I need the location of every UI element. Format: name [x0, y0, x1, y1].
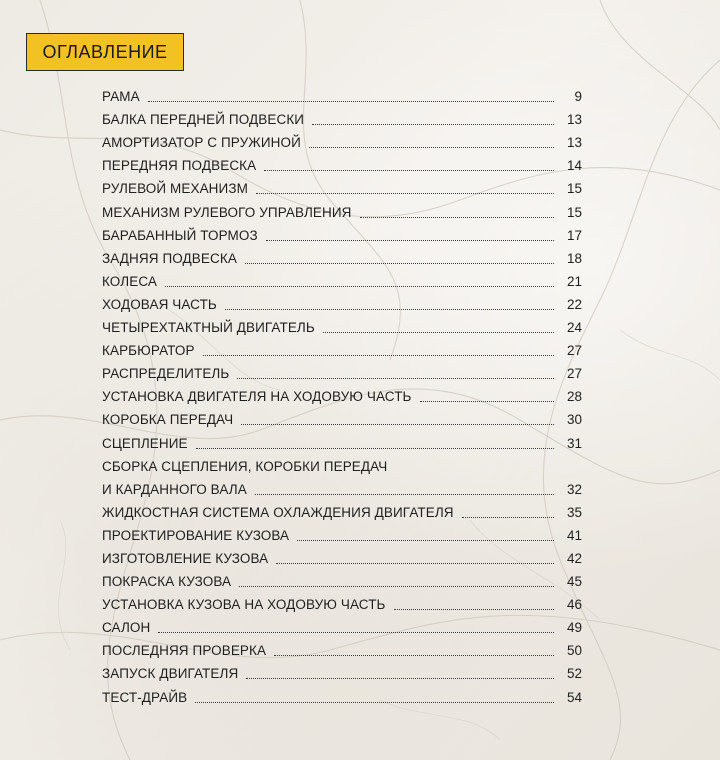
dot-leader [239, 586, 554, 587]
toc-entry-title: КОРОБКА ПЕРЕДАЧ [102, 412, 234, 428]
toc-entry[interactable] [102, 521, 582, 544]
toc-entry[interactable] [102, 313, 582, 336]
toc-entry[interactable] [102, 498, 582, 521]
toc-entry[interactable] [102, 613, 582, 636]
toc-entry-title: СЦЕПЛЕНИЕ [102, 435, 188, 451]
dot-leader [297, 540, 554, 541]
toc-entry-title: ПРОЕКТИРОВАНИЕ КУЗОВА [102, 527, 290, 543]
toc-entry[interactable] [102, 105, 582, 128]
toc-entry-page: 15 [566, 181, 582, 197]
toc-entry-title: РАСПРЕДЕЛИТЕЛЬ [102, 366, 230, 382]
dot-leader [394, 609, 554, 610]
toc-entry-title: АМОРТИЗАТОР С ПРУЖИНОЙ [102, 135, 301, 151]
dot-leader [264, 170, 554, 171]
dot-leader [312, 124, 554, 125]
toc-entry-page: 52 [566, 666, 582, 682]
toc-entry[interactable] [102, 659, 582, 682]
toc-entry-page: 46 [566, 597, 582, 613]
toc-entry[interactable] [102, 359, 582, 382]
dot-leader [237, 378, 554, 379]
toc-entry[interactable] [102, 452, 582, 498]
toc-entry-title: РУЛЕВОЙ МЕХАНИЗМ [102, 181, 248, 197]
toc-entry[interactable] [102, 82, 582, 105]
toc-entry[interactable] [102, 174, 582, 197]
toc-entry-page: 28 [566, 389, 582, 405]
toc-entry-page: 42 [566, 550, 582, 566]
toc-entry-title: ЗАПУСК ДВИГАТЕЛЯ [102, 666, 239, 682]
toc-entry-title: ПОСЛЕДНЯЯ ПРОВЕРКА [102, 643, 267, 659]
toc-entry-title: УСТАНОВКА КУЗОВА НА ХОДОВУЮ ЧАСТЬ [102, 597, 386, 613]
toc-entry-page: 27 [566, 343, 582, 359]
toc-entry-page: 27 [566, 366, 582, 382]
toc-entry-page: 17 [566, 227, 582, 243]
dot-leader [323, 332, 554, 333]
toc-entry[interactable] [102, 128, 582, 151]
dot-leader [245, 263, 554, 264]
toc-entry-title: СБОРКА СЦЕПЛЕНИЯ, КОРОБКИ ПЕРЕДАЧ [102, 458, 388, 474]
toc-entry[interactable] [102, 636, 582, 659]
toc-entry-title-continuation: И КАРДАННОГО ВАЛА [102, 481, 247, 497]
toc-entry[interactable] [102, 336, 582, 359]
dot-leader [462, 517, 554, 518]
toc-entry[interactable] [102, 544, 582, 567]
dot-leader [195, 702, 554, 703]
toc-entry-page: 14 [566, 158, 582, 174]
section-title-badge [26, 33, 184, 71]
toc-entry[interactable] [102, 267, 582, 290]
toc-entry-page: 31 [566, 435, 582, 451]
toc-entry-title: УСТАНОВКА ДВИГАТЕЛЯ НА ХОДОВУЮ ЧАСТЬ [102, 389, 412, 405]
toc-entry[interactable] [102, 590, 582, 613]
toc-entry-page: 15 [566, 204, 582, 220]
toc-entry-page: 21 [566, 273, 582, 289]
dot-leader [255, 494, 554, 495]
toc-entry-page: 54 [566, 689, 582, 705]
toc-entry-title: САЛОН [102, 620, 151, 636]
toc-entry-page: 13 [566, 135, 582, 151]
toc-entry-title: КАРБЮРАТОР [102, 343, 195, 359]
toc-entry-title: МЕХАНИЗМ РУЛЕВОГО УПРАВЛЕНИЯ [102, 204, 352, 220]
toc-entry[interactable] [102, 290, 582, 313]
toc-entry[interactable] [102, 382, 582, 405]
toc-entry[interactable] [102, 405, 582, 428]
toc-entry-page: 45 [566, 574, 582, 590]
toc-entry-title: БАЛКА ПЕРЕДНЕЙ ПОДВЕСКИ [102, 112, 305, 128]
toc-entry-page: 35 [566, 504, 582, 520]
toc-entry-title: ИЗГОТОВЛЕНИЕ КУЗОВА [102, 550, 269, 566]
toc-entry-title: РАМА [102, 89, 140, 105]
dot-leader [420, 401, 554, 402]
toc-entry-page: 24 [566, 320, 582, 336]
dot-leader [148, 101, 554, 102]
toc-entry-title: ПЕРЕДНЯЯ ПОДВЕСКА [102, 158, 257, 174]
toc-entry-page: 32 [566, 481, 582, 497]
dot-leader [266, 240, 554, 241]
toc-entry-title: КОЛЕСА [102, 273, 157, 289]
toc-entry-title: ТЕСТ-ДРАЙВ [102, 689, 188, 705]
toc-entry-title: ЗАДНЯЯ ПОДВЕСКА [102, 250, 237, 266]
toc-entry-title: ХОДОВАЯ ЧАСТЬ [102, 296, 217, 312]
dot-leader [256, 193, 554, 194]
toc-entry[interactable] [102, 428, 582, 451]
section-title: ОГЛАВЛЕНИЕ [42, 41, 168, 62]
dot-leader [203, 355, 554, 356]
dot-leader [165, 286, 554, 287]
table-of-contents [102, 82, 582, 706]
dot-leader [274, 655, 554, 656]
toc-entry[interactable] [102, 682, 582, 705]
toc-entry-page: 9 [574, 89, 582, 105]
toc-entry-title: ЧЕТЫРЕХТАКТНЫЙ ДВИГАТЕЛЬ [102, 320, 315, 336]
dot-leader [196, 448, 554, 449]
toc-entry-page: 41 [566, 527, 582, 543]
toc-entry[interactable] [102, 151, 582, 174]
toc-entry[interactable] [102, 197, 582, 220]
toc-entry-page: 13 [566, 112, 582, 128]
toc-entry[interactable] [102, 221, 582, 244]
dot-leader [225, 309, 554, 310]
toc-entry-title: ПОКРАСКА КУЗОВА [102, 574, 232, 590]
toc-entry-page: 30 [566, 412, 582, 428]
toc-entry-title: ЖИДКОСТНАЯ СИСТЕМА ОХЛАЖДЕНИЯ ДВИГАТЕЛЯ [102, 504, 454, 520]
dot-leader [241, 424, 554, 425]
toc-entry[interactable] [102, 567, 582, 590]
toc-entry[interactable] [102, 244, 582, 267]
dot-leader [276, 563, 554, 564]
toc-entry-title: БАРАБАННЫЙ ТОРМОЗ [102, 227, 258, 243]
toc-entry-page: 18 [566, 250, 582, 266]
dot-leader [158, 632, 554, 633]
dot-leader [309, 147, 554, 148]
dot-leader [360, 217, 554, 218]
toc-entry-page: 49 [566, 620, 582, 636]
toc-entry-page: 22 [566, 296, 582, 312]
dot-leader [246, 678, 554, 679]
toc-entry-page: 50 [566, 643, 582, 659]
